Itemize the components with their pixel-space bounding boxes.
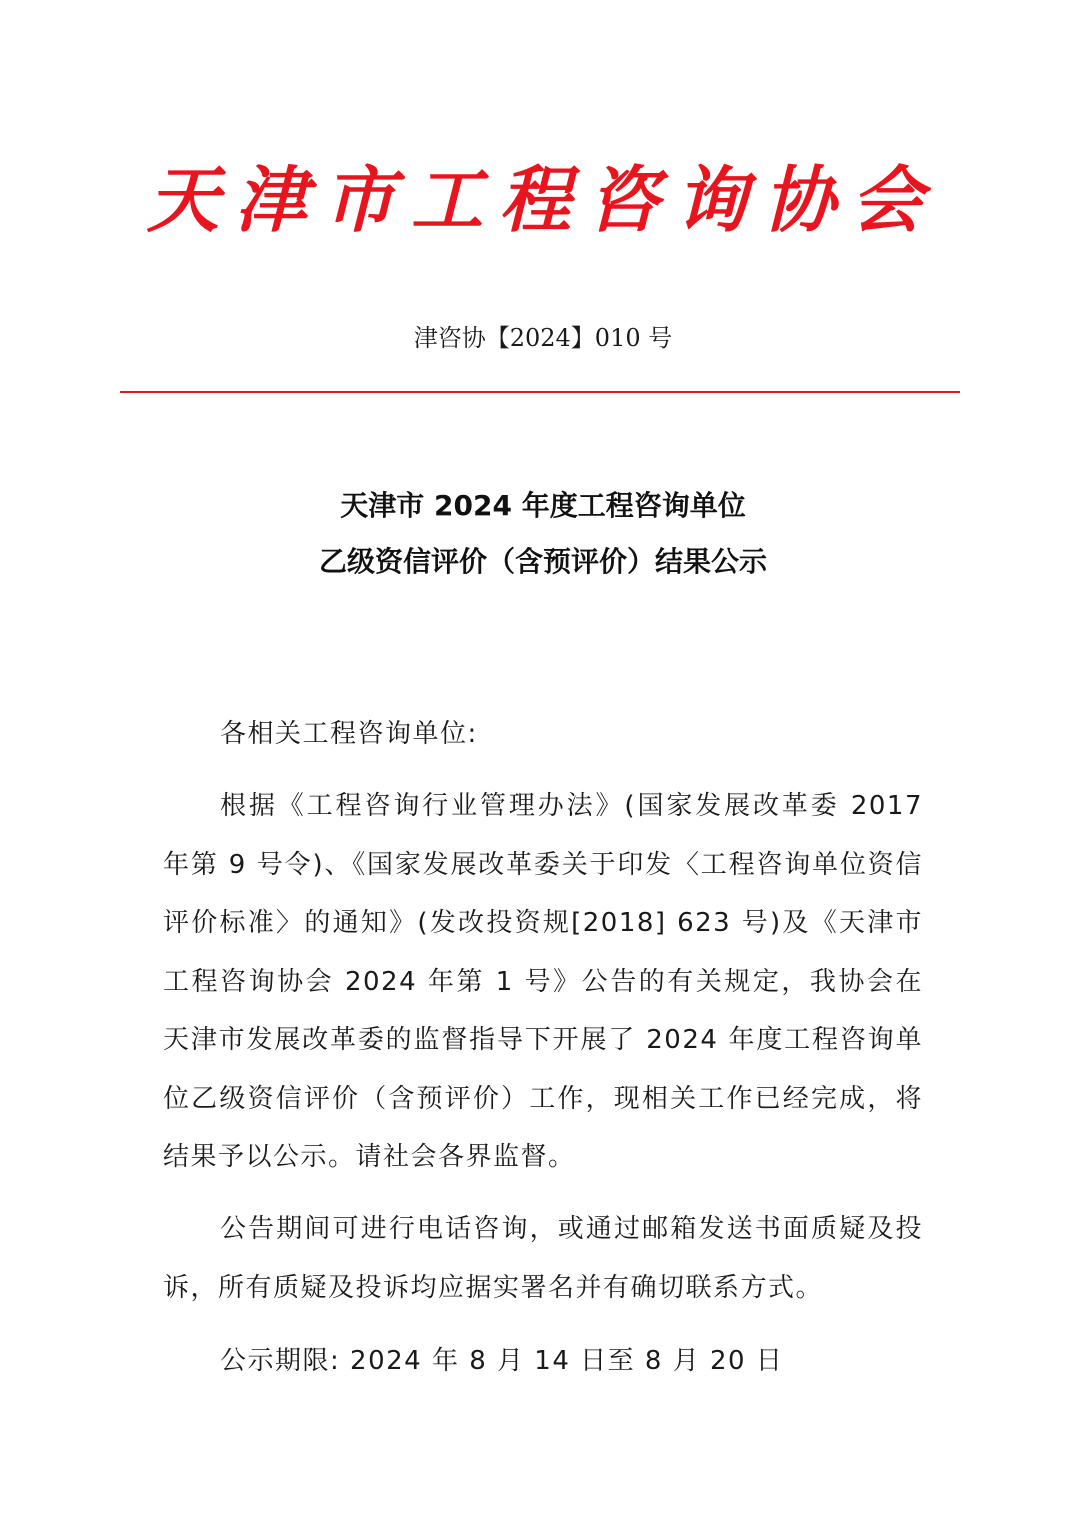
body-paragraph-1: 根据《工程咨询行业管理办法》(国家发展改革委 2017 年第 9 号令)、《国家发展改革委关于印发〈工程咨询单位资信评价标准〉的通知》(发改投资规[2018] 623 号)及《天津市工程咨询协会 2024 年第 1 号》公告的有关规定，我协会在天津市发展改革委的监督指导下开展了 2024 年度工程咨询单位乙级资信评价（含预评价）工作，现相关工作已经完成，将结果予以公示。请社会各界监督。 xyxy=(163,791,923,1172)
body-paragraph-2: 公告期间可进行电话咨询，或通过邮箱发送书面质疑及投诉，所有质疑及投诉均应据实署名并有确切联系方式。 xyxy=(163,1214,923,1303)
document-title xyxy=(0,478,1086,590)
organization-masthead: 天津市工程咨询协会 xyxy=(146,157,939,242)
publicity-period: 公示期限: 2024 年 8 月 14 日至 8 月 20 日 xyxy=(220,1346,784,1376)
red-divider-line xyxy=(120,391,960,393)
salutation: 各相关工程咨询单位: xyxy=(220,719,478,749)
document-number: 津咨协【2024】010 号 xyxy=(413,324,673,352)
title-line-2: 乙级资信评价（含预评价）结果公示 xyxy=(318,545,767,578)
title-line-1: 天津市 2024 年度工程咨询单位 xyxy=(340,489,746,522)
